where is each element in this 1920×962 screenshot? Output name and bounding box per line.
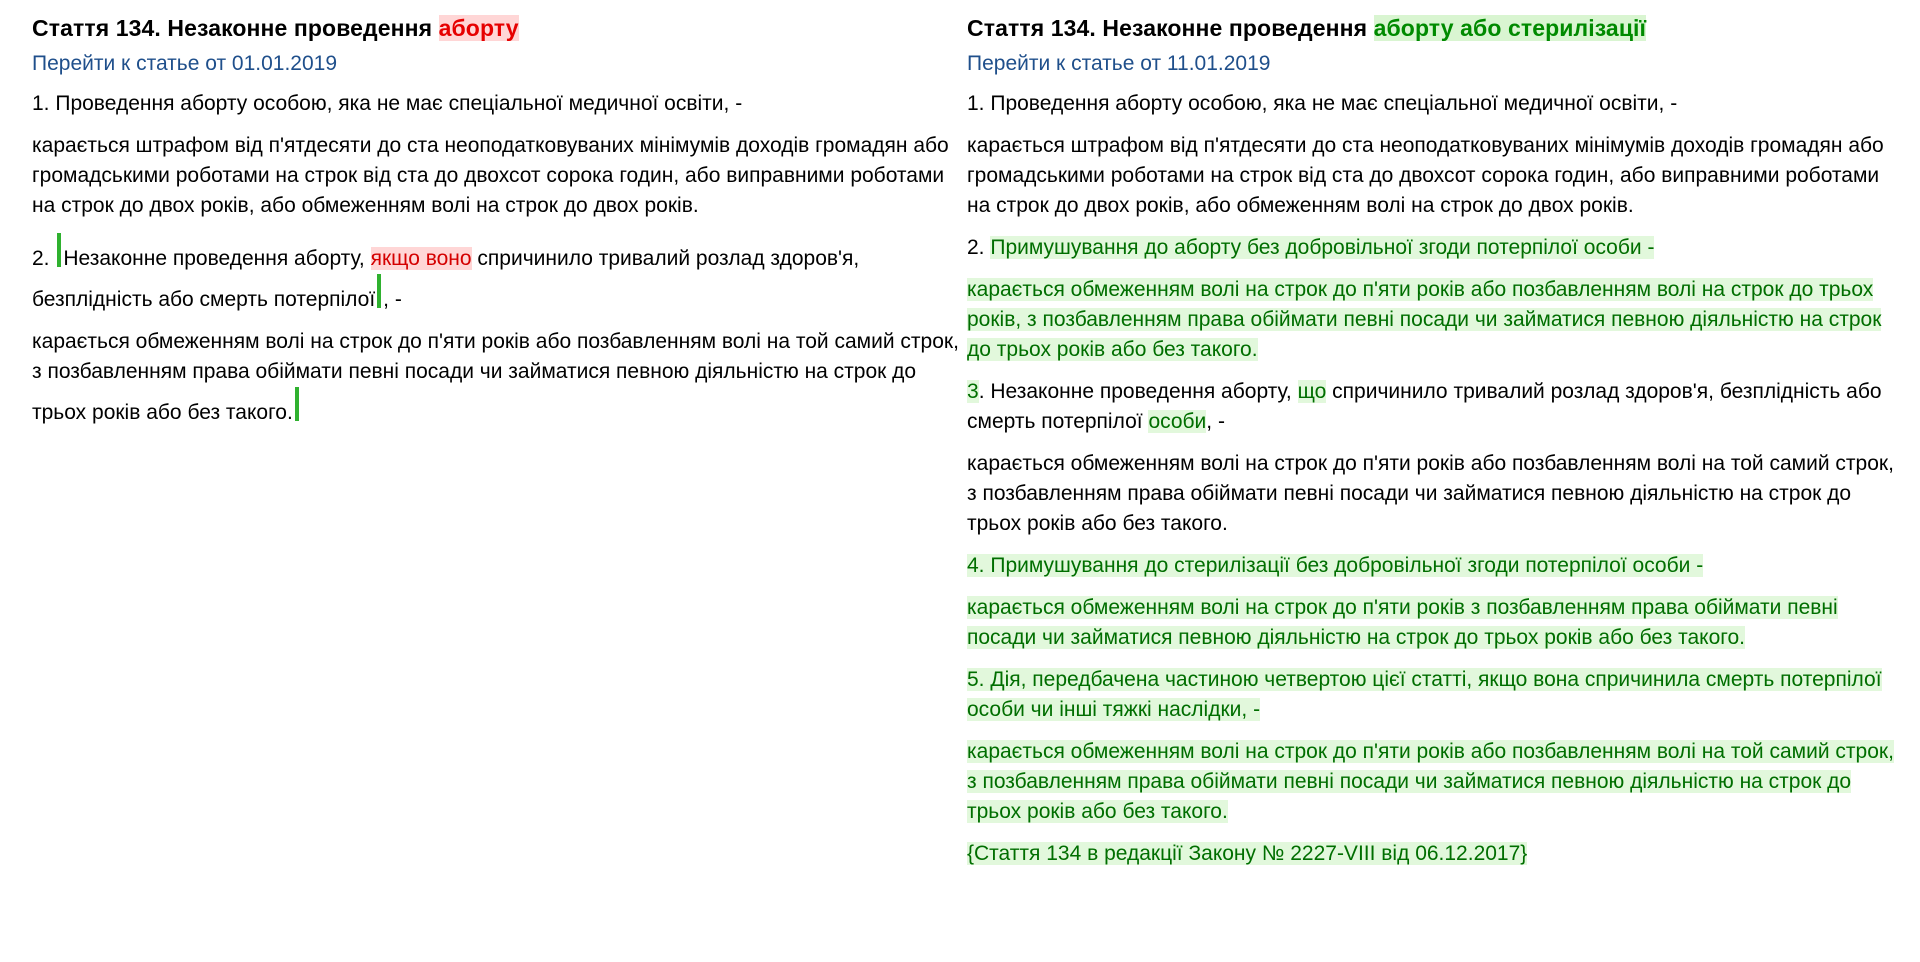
left-part-2-removed-text: якщо воно <box>370 247 472 270</box>
left-part-2-text-b: спричинило тривалий розлад здоров'я, безплідність або смерть потерпілої <box>32 247 860 311</box>
left-part-1: 1. Проведення аборту особою, яка не має спеціальної медичної освіти, - <box>32 92 743 115</box>
right-part-3-sanction: карається обмеженням волі на строк до п'яти років або позбавленням волі на той самий строк, з позбавленням права обіймати певні посади чи займатися певною діяльністю на строк до трьох років або без такого. <box>967 452 1894 535</box>
left-goto-article-link[interactable]: Перейти к статье от 01.01.2019 <box>32 52 338 75</box>
left-title-text: Стаття 134. Незаконне проведення <box>32 15 439 41</box>
left-version-column <box>32 8 967 440</box>
right-title-added-text: аборту або стерилізації <box>1373 15 1647 41</box>
right-part-2-sanction-text: карається обмеженням волі на строк до п'яти років або позбавленням волі на строк до трьох років, з позбавленням права обіймати певні посади чи займатися певною діяльністю на строк до трьох років або без такого. <box>967 278 1882 361</box>
right-part-2-added-text: Примушування до аборту без добровільної згоди потерпілої особи - <box>990 236 1655 259</box>
change-marker-icon <box>377 274 381 308</box>
right-part-5 <box>967 665 1897 725</box>
left-part-2-number: 2. <box>32 247 56 270</box>
right-part-3-number: 3 <box>967 380 979 403</box>
right-part-4 <box>967 551 1897 581</box>
left-part-2-text-a: Незаконне проведення аборту, <box>63 247 371 270</box>
left-article-title <box>32 8 967 48</box>
right-part-3-text-c: , - <box>1206 410 1225 433</box>
left-part-2-text-c: , - <box>383 288 402 311</box>
right-amendment-note <box>967 839 1897 869</box>
change-marker-icon <box>57 233 61 267</box>
left-part-2 <box>32 233 962 315</box>
right-part-3-text-a: . Незаконне проведення аборту, <box>978 380 1298 403</box>
right-part-3-added-text-2: особи <box>1148 410 1207 433</box>
right-title-text: Стаття 134. Незаконне проведення <box>967 15 1374 41</box>
right-article-title <box>967 8 1902 48</box>
right-version-column <box>967 8 1902 881</box>
right-part-3 <box>967 377 1897 437</box>
left-part-2-sanction <box>32 327 962 428</box>
right-part-2-number: 2. <box>967 236 991 259</box>
right-part-4-added-text: 4. Примушування до стерилізації без добровільної згоди потерпілої особи - <box>967 554 1704 577</box>
right-part-3-added-text-1: що <box>1297 380 1327 403</box>
right-part-2 <box>967 233 1897 263</box>
right-part-4-sanction-text: карається обмеженням волі на строк до п'яти років з позбавленням права обіймати певні посади чи займатися певною діяльністю на строк до трьох років або без такого. <box>967 596 1838 649</box>
right-goto-article-link[interactable]: Перейти к статье от 11.01.2019 <box>967 52 1271 75</box>
right-part-2-sanction <box>967 275 1897 365</box>
left-part-2-sanction-text: карається обмеженням волі на строк до п'яти років або позбавленням волі на той самий строк, з позбавленням права обіймати певні посади чи займатися певною діяльністю на строк до трьох років або без такого. <box>32 330 959 424</box>
right-part-3-text-b: спричинило тривалий розлад здоров'я, безплідність або смерть потерпілої <box>967 380 1882 433</box>
right-part-4-sanction <box>967 593 1897 653</box>
right-part-5-added-text: 5. Дія, передбачена частиною четвертою цієї статті, якщо вона спричинила смерть потерпілої особи чи інші тяжкі наслідки, - <box>967 668 1882 721</box>
left-part-1-sanction: карається штрафом від п'ятдесяти до ста неоподатковуваних мінімумів доходів громадян або громадськими роботами на строк від ста до двохсот сорока годин, або виправними роботами на строк до двох років, або обмеженням волі на строк до двох років. <box>32 134 949 217</box>
left-title-removed-text: аборту <box>438 15 519 41</box>
right-part-1: 1. Проведення аборту особою, яка не має спеціальної медичної освіти, - <box>967 92 1678 115</box>
right-part-5-sanction-text: карається обмеженням волі на строк до п'яти років або позбавленням волі на той самий строк, з позбавленням права обіймати певні посади чи займатися певною діяльністю на строк до трьох років або без такого. <box>967 740 1894 823</box>
right-part-5-sanction <box>967 737 1897 827</box>
right-part-1-sanction: карається штрафом від п'ятдесяти до ста неоподатковуваних мінімумів доходів громадян або громадськими роботами на строк від ста до двохсот сорока годин, або виправними роботами на строк до двох років, або обмеженням волі на строк до двох років. <box>967 134 1884 217</box>
change-marker-icon <box>295 387 299 421</box>
right-amendment-note-text: {Стаття 134 в редакції Закону № 2227-VIII від 06.12.2017} <box>967 842 1528 865</box>
